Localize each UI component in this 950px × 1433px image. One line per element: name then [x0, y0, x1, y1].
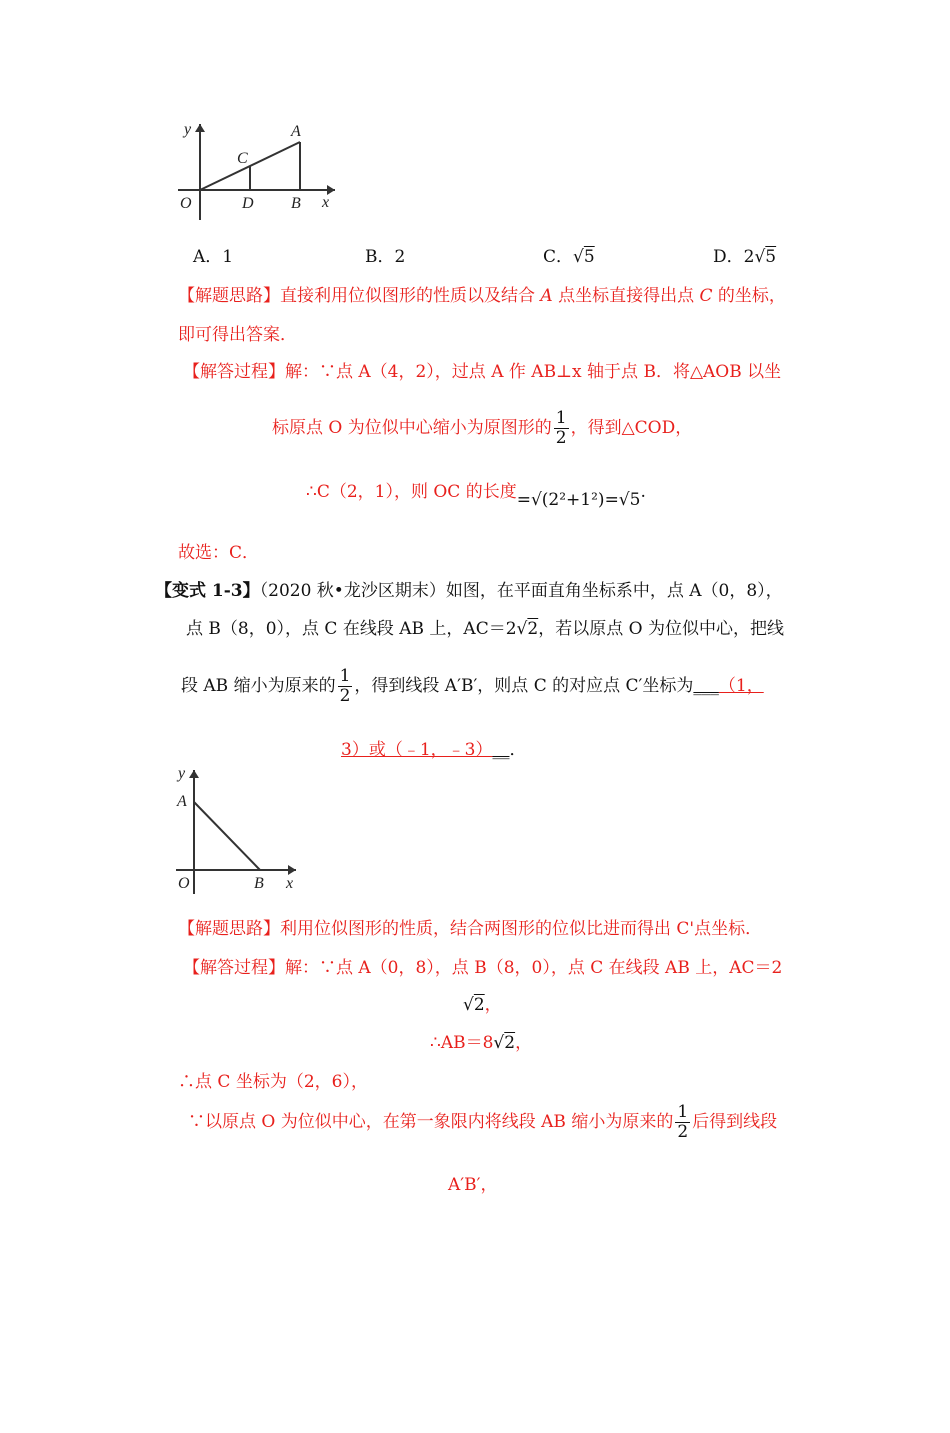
q2-process-line3: ∴AB＝8√2， [430, 1033, 533, 1053]
q1-answer: 故选：C． [178, 543, 260, 563]
label-y: y [184, 121, 192, 138]
q2-thinking: 【解题思路】利用位似图形的性质，结合两图形的位似比进而得出 C'点坐标． [178, 919, 763, 939]
label-o: O [180, 195, 192, 212]
q2-process-line2: √2， [463, 995, 502, 1015]
x-axis-arrow [288, 865, 296, 875]
label-x: x [322, 194, 330, 211]
y-axis-arrow [189, 770, 199, 778]
option-d: D．2√5 [713, 247, 777, 267]
variant-answer-part1: （1， [718, 676, 764, 696]
variant-line2: 点 B（8，0），点 C 在线段 AB 上，AC＝2√2，若以原点 O 为位似中心，把线 [186, 619, 784, 639]
variant-answer-part2: 3）或（﹣1，﹣3） [341, 740, 493, 760]
segment-ab [194, 802, 260, 870]
label-a: A [177, 793, 187, 810]
variant-line4: 3）或（﹣1，﹣3）__． [341, 740, 527, 760]
label-d: D [242, 195, 254, 212]
label-y: y [178, 765, 186, 782]
y-axis-arrow [195, 124, 205, 132]
label-c: C [237, 150, 248, 167]
figure-2-diagram [170, 762, 310, 897]
figure-1-diagram [170, 112, 350, 227]
q2-process-line1: 【解答过程】解：∵点 A（0，8），点 B（8，0），点 C 在线段 AB 上，AC＝2 [183, 958, 783, 978]
q2-process-line6: A′B′， [448, 1175, 498, 1195]
q2-process-line5: ∵以原点 O 为位似中心，在第一象限内将线段 AB 缩小为原来的 $\frac{1}{2}$ 后得到线段 [188, 1102, 778, 1142]
q1-process-line3: ∴C（2，1），则 OC 的长度=√(2²+1²)=√5. [306, 482, 646, 510]
label-x: x [286, 875, 294, 892]
q1-thinking-line1: 【解题思路】直接利用位似图形的性质以及结合 A 点坐标直接得出点 C 的坐标， [178, 286, 786, 306]
label-b: B [254, 875, 264, 892]
q1-process-line1: 【解答过程】解：∵点 A（4，2），过点 A 作 AB⊥x 轴于点 B．将△AOB 以坐 [183, 362, 782, 382]
variant-line1: 【变式 1-3】（2020 秋•龙沙区期末）如图，在平面直角坐标系中，点 A（0，8）， [155, 581, 783, 601]
label-a: A [291, 123, 301, 140]
option-b: B．2 [365, 247, 406, 267]
option-c: C．√5 [543, 247, 595, 267]
q1-thinking-line2: 即可得出答案． [178, 325, 297, 345]
label-b: B [291, 195, 301, 212]
q2-process-line4: ∴点 C 坐标为（2，6）， [178, 1072, 368, 1092]
q1-process-line2: 标原点 O 为位似中心缩小为原图形的 $\frac{1}{2}$ ，得到△COD， [272, 408, 693, 448]
variant-line3: 段 AB 缩小为原来的 $\frac{1}{2}$ ，得到线段 A′B′，则点 C 的对应点 C′坐标为___（1， [181, 666, 764, 706]
label-o: O [178, 875, 190, 892]
option-a: A．1 [193, 247, 234, 267]
